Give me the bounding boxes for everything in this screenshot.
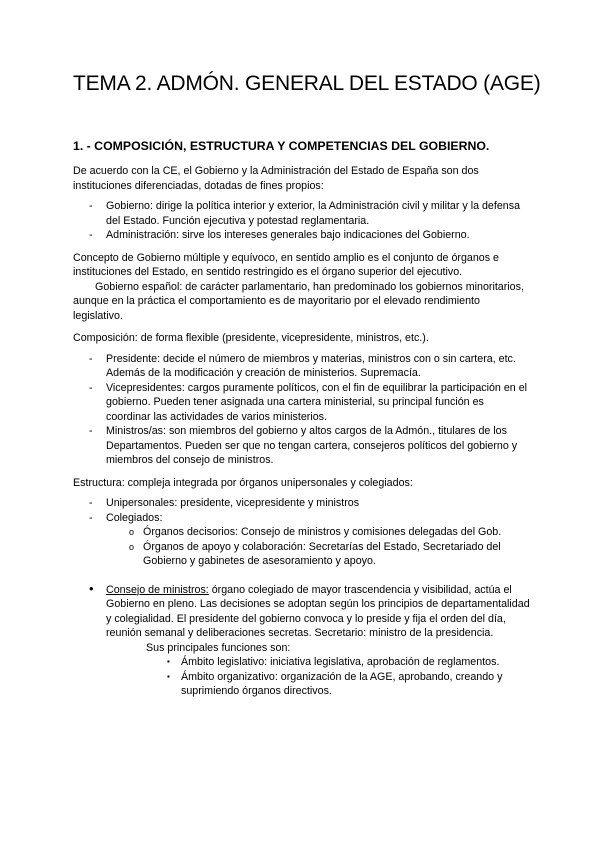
dash-marker: - [89, 497, 93, 509]
intro-paragraph: De acuerdo con la CE, el Gobierno y la Administración del Estado de España son dos instituciones diferenciadas, dotadas de fines propios: [73, 165, 479, 192]
concept-paragraph: Concepto de Gobierno múltiple y equívoco, en sentido amplio es el conjunto de órganos e instituciones del Estado, en sentido restringido es el órgano superior del ejecutivo. [73, 251, 499, 278]
list-item [73, 580, 531, 641]
page-title: TEMA 2. ADMÓN. GENERAL DEL ESTADO (AGE) [73, 72, 541, 95]
document-body [73, 164, 531, 699]
list-item: - Presidente: decide el número de miembros y materias, ministros con o sin cartera, etc. Además de la modificación y creación de ministerios. Supremacía. [89, 352, 516, 379]
list-item: o Órganos decisorios: Consejo de ministros y comisiones delegadas del Gob. [129, 526, 502, 538]
intro-list [73, 199, 531, 243]
functions-intro: Sus principales funciones son: [146, 641, 291, 654]
council-list [73, 580, 531, 641]
list-item: ▪ Ámbito legislativo: iniciativa legislativa, aprobación de reglamentos. [167, 656, 500, 668]
circle-marker: o [129, 527, 135, 537]
square-marker: ▪ [167, 657, 170, 666]
list-item: ▪ Ámbito organizativo: organización de la AGE, aprobando, creando y suprimiendo órganos directivos. [167, 670, 503, 697]
section-heading: 1. - COMPOSICIÓN, ESTRUCTURA Y COMPETENCIAS DEL GOBIERNO. [73, 139, 490, 153]
dash-marker: - [89, 352, 93, 365]
collegiate-sublist [73, 525, 531, 569]
council-label: Consejo de ministros: [106, 583, 209, 596]
dash-marker: - [89, 425, 93, 437]
dash-marker: - [89, 381, 93, 394]
list-item: - Unipersonales: presidente, vicepresidente y ministros [89, 497, 360, 509]
list-item: - Administración: sirve los intereses generales bajo indicaciones del Gobierno. [89, 229, 470, 241]
structure-list [73, 496, 531, 525]
list-item: - Colegiados: [89, 511, 163, 524]
council-text: órgano colegiado de mayor trascendencia y visibilidad, actúa el Gobierno en pleno. Las decisiones se adoptan según los principios de departamentalidad y colegialidad. El presidente del gobierno convoca y lo preside y fija el orden del día, reunión semanal y deliberaciones secretas. Secretario: ministro de la presidencia. [106, 583, 530, 639]
dash-marker: - [89, 229, 93, 241]
composition-paragraph: Composición: de forma flexible (presidente, vicepresidente, ministros, etc.). [73, 332, 429, 344]
structure-paragraph: Estructura: compleja integrada por órganos unipersonales y colegiados: [73, 476, 413, 489]
list-item: - Gobierno: dirige la política interior y exterior, la Administración civil y militar y la defensa del Estado. Función ejecutiva y potestad reglamentaria. [89, 200, 521, 227]
spanish-gov-paragraph: Gobierno español: de carácter parlamentario, han predominado los gobiernos minoritarios, aunque en la práctica el comportamiento es de mayoritario por el elevado rendimiento legislativo. [73, 280, 524, 322]
dash-marker: - [89, 511, 93, 524]
list-item: - Vicepresidentes: cargos puramente políticos, con el fin de equilibrar la participación en el gobierno. Pueden tener asignada una cartera ministerial, su principal función es coordinar las actividades de varios ministerios. [89, 381, 528, 423]
list-item: o Órganos de apoyo y colaboración: Secretarías del Estado, Secretariado del Gobierno y gabinetes de asesoramiento y apoyo. [129, 540, 501, 567]
circle-marker: o [129, 541, 135, 552]
dash-marker: - [89, 200, 93, 212]
list-item: - Ministros/as: son miembros del gobierno y altos cargos de la Admón., titulares de los Departamentos. Pueden ser que no tengan cartera, consejeros políticos del gobierno y miembros del consejo de ministros. [89, 425, 518, 466]
square-marker: ▪ [167, 671, 170, 681]
bullet-marker: • [89, 580, 94, 596]
composition-list [73, 352, 531, 468]
functions-list [73, 655, 531, 699]
